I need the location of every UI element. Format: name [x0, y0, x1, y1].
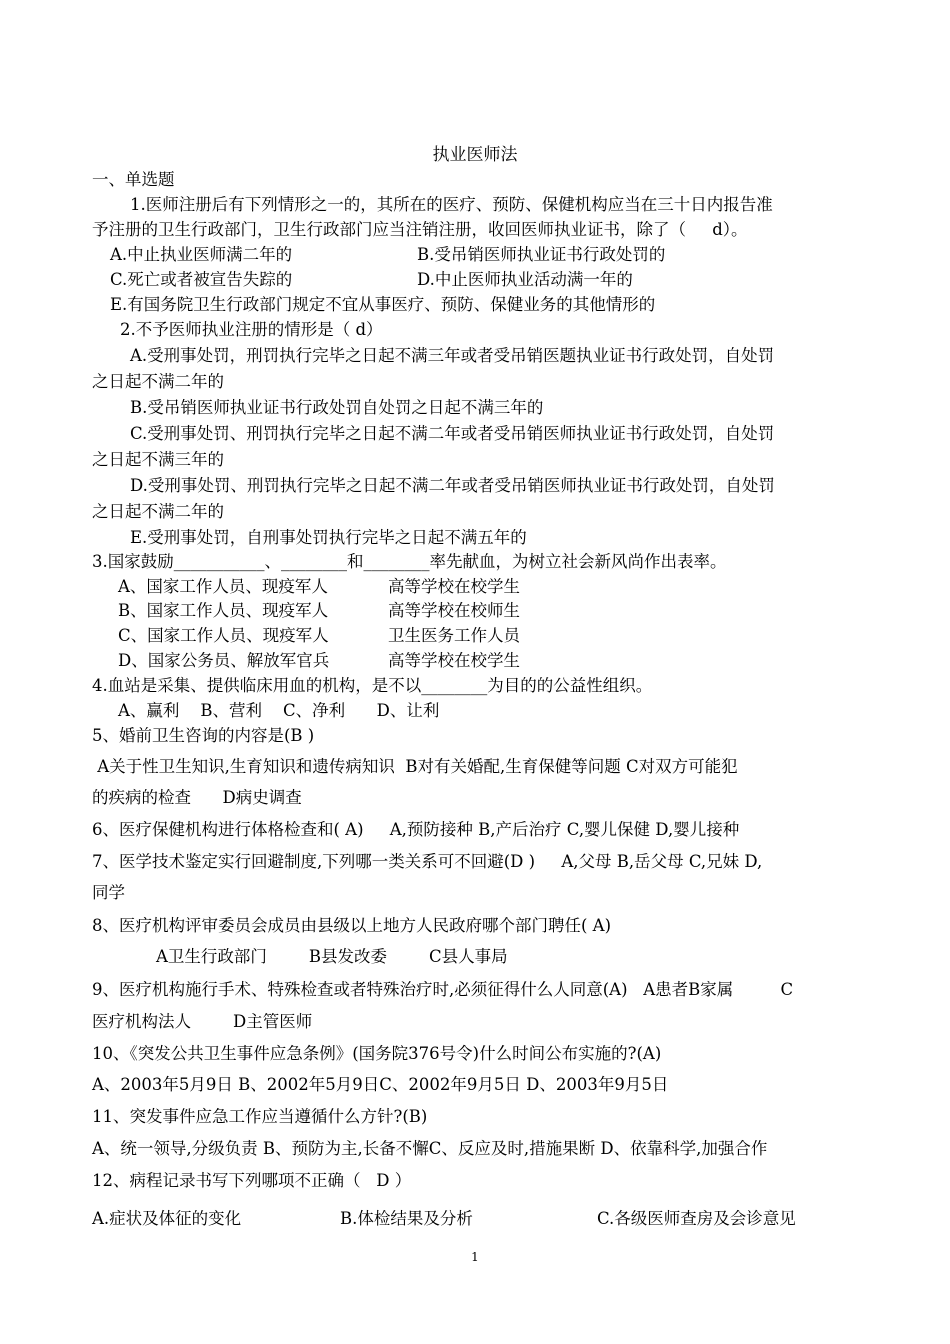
q1-option-d: D.中止医师执业活动满一年的	[417, 270, 633, 289]
document-title: 执业医师法	[432, 145, 518, 165]
q1-option-a: A.中止执业医师满二年的	[110, 245, 293, 264]
q12-option-a: A.症状及体征的变化	[92, 1209, 242, 1228]
q2-option-c-line2: 之日起不满三年的	[92, 450, 224, 469]
q1-stem-line2: 予注册的卫生行政部门，卫生行政部门应当注销注册，收回医师执业证书，除了（ d）。	[92, 220, 748, 239]
q3-option-c-right: 卫生医务工作人员	[388, 626, 520, 645]
q3-option-a-right: 高等学校在校学生	[388, 577, 520, 596]
q3-option-a-left: A、国家工作人员、现疫军人	[118, 577, 328, 596]
q7-line2: 同学	[92, 883, 125, 902]
q5-options-line2: 的疾病的检查 D病史调查	[92, 788, 302, 807]
q8-stem: 8、医疗机构评审委员会成员由县级以上地方人民政府哪个部门聘任( A)	[92, 916, 612, 935]
q2-option-a-line2: 之日起不满二年的	[92, 372, 224, 391]
q3-option-b-right: 高等学校在校师生	[388, 601, 520, 620]
section-heading: 一、单选题	[92, 170, 175, 189]
q9-line1: 9、医疗机构施行手术、特殊检查或者特殊治疗时,必须征得什么人同意(A) A患者B家属 C	[92, 980, 794, 999]
q1-option-b: B.受吊销医师执业证书行政处罚的	[417, 245, 666, 264]
q3-option-c-left: C、国家工作人员、现疫军人	[118, 626, 329, 645]
q5-stem: 5、婚前卫生咨询的内容是(B )	[92, 726, 315, 745]
q2-option-d-line1: D.受刑事处罚、刑罚执行完毕之日起不满二年或者受吊销医师执业证书行政处罚，自处罚	[130, 476, 775, 495]
q2-stem: 2.不予医师执业注册的情形是（ d）	[120, 320, 383, 339]
q11-options: A、统一领导,分级负责 B、预防为主,长备不懈C、反应及时,措施果断 D、依靠科学,加强合作	[92, 1139, 768, 1158]
q10-stem: 10、《突发公共卫生事件应急条例》(国务院376号令)什么时间公布实施的?(A)	[92, 1044, 662, 1063]
q2-option-e: E.受刑事处罚，自刑事处罚执行完毕之日起不满五年的	[130, 528, 527, 547]
q7-line1: 7、医学技术鉴定实行回避制度,下列哪一类关系可不回避(D ) A,父母 B,岳父母 C,兄妹 D,	[92, 852, 763, 871]
q3-option-d-left: D、国家公务员、解放军官兵	[118, 651, 330, 670]
q10-options: A、2003年5月9日 B、2002年5月9日C、2002年9月5日 D、2003年9月5日	[92, 1075, 669, 1094]
q12-option-b: B.体检结果及分析	[340, 1209, 473, 1228]
q11-stem: 11、突发事件应急工作应当遵循什么方针?(B)	[92, 1107, 428, 1126]
q4-stem: 4.血站是采集、提供临床用血的机构，是不以________为目的的公益性组织。	[92, 676, 653, 695]
q3-option-d-right: 高等学校在校学生	[388, 651, 520, 670]
q3-stem: 3.国家鼓励___________、________和________率先献血，为树立社会新风尚作出表率。	[92, 552, 727, 571]
q12-option-c: C.各级医师查房及会诊意见	[597, 1209, 796, 1228]
q8-options: A卫生行政部门 B县发改委 C县人事局	[156, 947, 508, 966]
q2-option-a-line1: A.受刑事处罚，刑罚执行完毕之日起不满三年或者受吊销医题执业证书行政处罚，自处罚	[130, 346, 775, 365]
q2-option-b: B.受吊销医师执业证书行政处罚自处罚之日起不满三年的	[130, 398, 544, 417]
page-number: 1	[471, 1250, 479, 1264]
q1-option-c: C.死亡或者被宣告失踪的	[110, 270, 293, 289]
q9-line2: 医疗机构法人 D主管医师	[92, 1012, 313, 1031]
q1-option-e: E.有国务院卫生行政部门规定不宜从事医疗、预防、保健业务的其他情形的	[110, 295, 656, 314]
q12-stem: 12、病程记录书写下列哪项不正确（ D ）	[92, 1171, 412, 1190]
q2-option-c-line1: C.受刑事处罚、刑罚执行完毕之日起不满二年或者受吊销医师执业证书行政处罚，自处罚	[130, 424, 775, 443]
q2-option-d-line2: 之日起不满二年的	[92, 502, 224, 521]
q3-option-b-left: B、国家工作人员、现疫军人	[118, 601, 329, 620]
q5-options-line1: A关于性卫生知识,生育知识和遗传病知识 B对有关婚配,生育保健等问题 C对双方可能犯	[92, 757, 738, 776]
q4-options: A、赢利 B、营利 C、净利 D、让利	[118, 701, 440, 720]
q1-stem-line1: 1.医师注册后有下列情形之一的，其所在的医疗、预防、保健机构应当在三十日内报告准	[130, 195, 773, 214]
q6-line: 6、医疗保健机构进行体格检查和( A) A,预防接种 B,产后治疗 C,婴儿保健 D,婴儿接种	[92, 820, 740, 839]
